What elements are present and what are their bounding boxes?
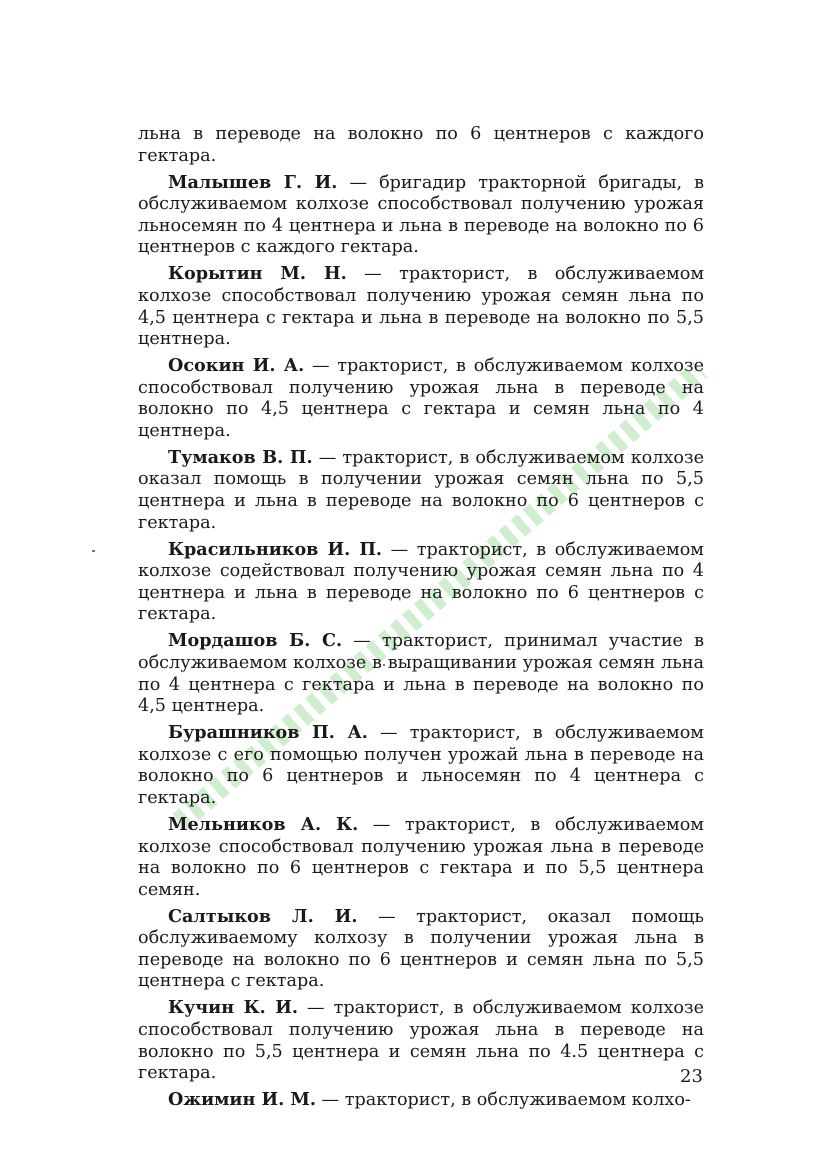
entry-name: Ожимин И. М. [168,1089,316,1111]
entry [138,447,704,534]
entry [138,172,704,259]
document-body [138,124,704,1116]
entry-text: — тракторист, в обслуживаемом колхозе содействовал получению урожая семян льна по 4 центнера и льна в переводе на волокно по 6 центнеров с гектара. [138,539,704,625]
opening-paragraph: льна в переводе на волокно по 6 центнеров с каждого гектара. [138,124,704,166]
entry [138,355,704,442]
entry-name: Корытин М. Н. [168,263,347,285]
entry-text: — тракторист, в обслуживаемом колхо- [315,1090,691,1111]
entry-text: — тракторист, в обслуживаемом колхозе с его помощью получен урожай льна в переводе на волокно по 6 центнеров и льносемян по 4 центнера с гектара. [138,723,704,808]
entry-name: Малышев Г. И. [168,171,338,193]
entry [138,814,704,901]
entry-name: Бурашников П. А. [168,722,368,744]
entry [138,263,704,350]
entry-text: — тракторист, в обслуживаемом колхозе способствовал получению урожая семян льна по 4,5 центнера с гектара и льна в переводе на волокно по 5,5 центнера. [138,264,705,350]
entry-text: — тракторист, в обслуживаемом колхозе способствовал получению урожая льна в переводе на волокно по 6 центнеров с гектара и по 5,5 центнера семян. [138,814,704,900]
entry-name: Мельников А. К. [168,813,359,835]
scan-speck [92,550,95,552]
entry [138,997,704,1084]
entry-text: — тракторист, в обслуживаемом колхозе способствовал получению урожая льна в переводе на волокно по 4,5 центнера с гектара и семян льна по 4 центнера. [138,356,704,441]
entry-text: — бригадир тракторной бригады, в обслуживаемом колхозе способствовал получению урожая льносемян по 4 центнера и льна в переводе на волокно по 6 центнеров с каждого гектара. [138,172,705,258]
entry-name: Красильников И. П. [168,538,383,560]
entry-name: Салтыков Л. И. [168,905,358,927]
entry-text: — тракторист, в обслуживаемом колхозе оказал помощь в получении урожая семян льна по 5,5 центнера и льна в переводе на волокно по 6 центнеров с гектара. [138,447,704,533]
entry-text: — тракторист, принимал участие в обслуживаемом колхозе в выращивании урожая семян льна по 4 центнера с гектара и льна в переводе на волокно по 4,5 центнера. [138,631,705,717]
entry-name: Осокин И. А. [168,355,305,377]
entry-text: — тракторист, оказал помощь обслуживаемому колхозу в получении урожая льна в переводе на волокно по 6 центнеров и семян льна по 5,5 центнера с гектара. [138,906,704,992]
entry [138,630,704,717]
entry [138,722,704,809]
page-number: 23 [680,1066,703,1087]
entry-name: Мордашов Б. С. [168,630,343,652]
entry [138,539,704,626]
entry-text: — тракторист, в обслуживаемом колхозе способствовал получению урожая льна в переводе на волокно по 5,5 центнера и семян льна по 4.5 центнера с гектара. [138,998,704,1084]
entry [138,906,704,993]
entry-name: Кучин К. И. [168,997,299,1019]
entry-name: Тумаков В. П. [168,446,313,468]
entry [138,1089,704,1112]
